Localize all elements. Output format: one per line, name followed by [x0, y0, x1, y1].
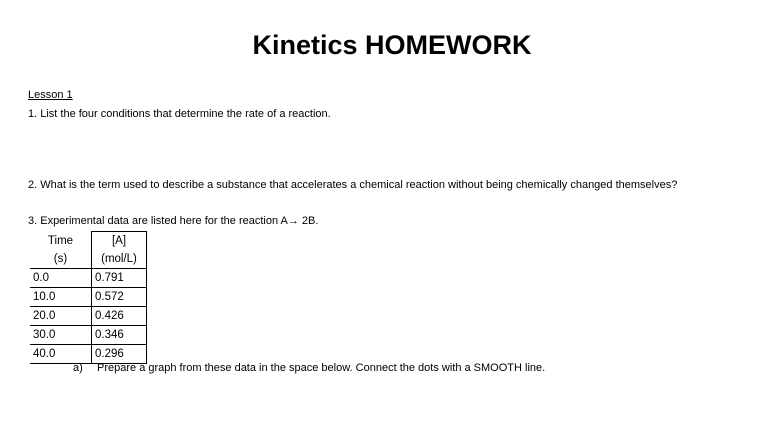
question-1: 1. List the four conditions that determine the rate of a reaction. [28, 108, 331, 120]
table-cell: 0.426 [92, 307, 147, 326]
table-header-row [30, 232, 147, 251]
table-cell: 0.346 [92, 326, 147, 345]
table-row [30, 288, 147, 307]
table-row [30, 326, 147, 345]
table-header-cell: (mol/L) [92, 250, 147, 269]
table-cell: 10.0 [30, 288, 92, 307]
table-header-cell: (s) [53, 253, 68, 265]
question-3: 3. Experimental data are listed here for the reaction A→ 2B. [28, 215, 319, 227]
table-cell: 20.0 [30, 307, 92, 326]
table-row [30, 269, 147, 288]
question-3a-text: Prepare a graph from these data in the space below. Connect the dots with a SMOOTH line. [97, 362, 546, 374]
table-header-row [30, 250, 147, 269]
page-title: Kinetics HOMEWORK [252, 30, 532, 60]
table-cell: 30.0 [30, 326, 92, 345]
table-row [30, 307, 147, 326]
table-header-cell: Time [47, 234, 74, 247]
table-cell: 0.791 [92, 269, 147, 288]
table-cell: 0.572 [92, 288, 147, 307]
question-3a [73, 362, 545, 374]
question-3a-letter: a) [73, 362, 83, 374]
table-row [30, 345, 147, 364]
table-cell: 40.0 [30, 345, 92, 364]
data-table [30, 231, 147, 364]
table-cell: 0.296 [92, 345, 147, 364]
table-cell: 0.0 [30, 269, 92, 288]
lesson-heading: Lesson 1 [28, 89, 73, 101]
table-header-cell: [A] [92, 232, 147, 251]
question-2: 2. What is the term used to describe a substance that accelerates a chemical reaction without being chemically changed themselves? [28, 179, 678, 191]
